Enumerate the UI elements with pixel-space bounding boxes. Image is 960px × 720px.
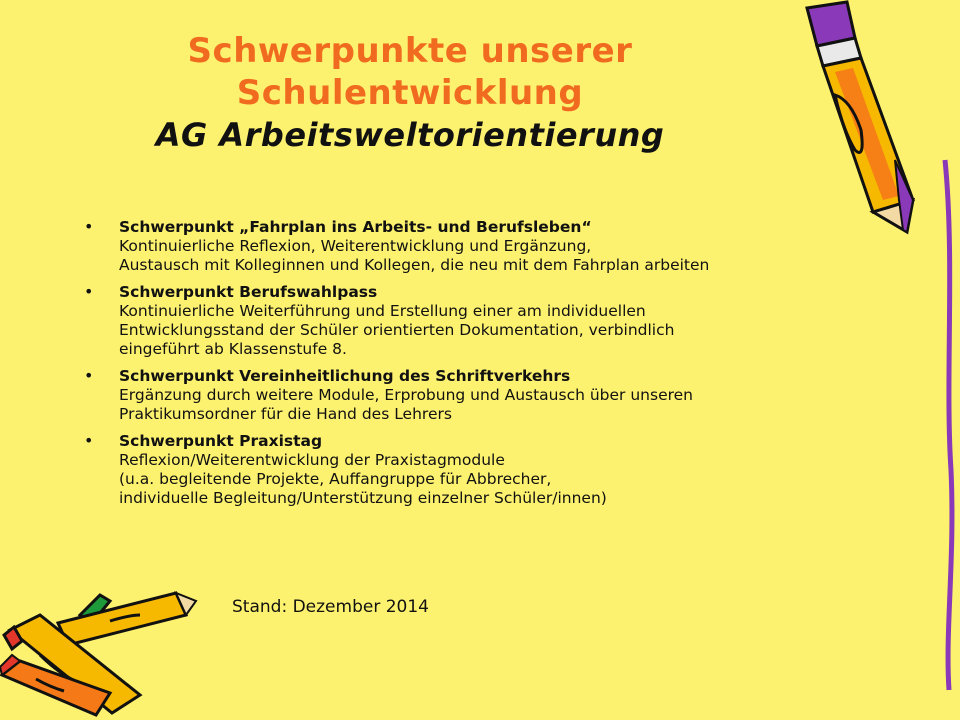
- title-line-1: Schwerpunkte unserer: [187, 31, 633, 71]
- bullet-heading: Schwerpunkt Praxistag: [119, 432, 323, 450]
- pencil-icon: [0, 575, 200, 720]
- bullet-text: individuelle Begleitung/Unterstützung einzelner Schüler/innen): [119, 489, 607, 507]
- bullet-text: (u.a. begleitende Projekte, Auffangruppe für Abbrecher,: [119, 470, 552, 488]
- bullet-heading: Schwerpunkt „Fahrplan ins Arbeits- und Berufsleben“: [119, 218, 592, 236]
- bullet-text: Kontinuierliche Reflexion, Weiterentwicklung und Ergänzung,: [119, 237, 592, 255]
- bullet-heading: Schwerpunkt Berufswahlpass: [119, 283, 378, 301]
- bullet-text: Praktikumsordner für die Hand des Lehrers: [119, 405, 452, 423]
- list-item: [84, 218, 884, 275]
- list-item: [84, 432, 884, 508]
- bullet-dot: •: [84, 366, 94, 385]
- pencil-icon: [795, 0, 960, 720]
- bullet-text: Entwicklungsstand der Schüler orientierten Dokumentation, verbindlich: [119, 321, 675, 339]
- stand-date: Stand: Dezember 2014: [232, 597, 429, 617]
- bullet-list: [84, 218, 884, 516]
- bullet-dot: •: [84, 431, 94, 450]
- bullet-text: Kontinuierliche Weiterführung und Erstellung einer am individuellen: [119, 302, 646, 320]
- bullet-text: Reflexion/Weiterentwicklung der Praxistagmodule: [119, 451, 505, 469]
- bullet-text: eingeführt ab Klassenstufe 8.: [119, 340, 347, 358]
- title-line-2: Schulentwicklung: [236, 73, 584, 113]
- bullet-heading: Schwerpunkt Vereinheitlichung des Schriftverkehrs: [119, 367, 571, 385]
- bullet-text: Austausch mit Kolleginnen und Kollegen, die neu mit dem Fahrplan arbeiten: [119, 256, 710, 274]
- list-item: [84, 367, 884, 424]
- list-item: [84, 283, 884, 359]
- bullet-dot: •: [84, 217, 94, 236]
- subtitle-line: AG Arbeitsweltorientierung: [155, 116, 665, 154]
- bullet-text: Ergänzung durch weitere Module, Erprobung und Austausch über unseren: [119, 386, 693, 404]
- slide-title: [80, 30, 740, 156]
- bullet-dot: •: [84, 282, 94, 301]
